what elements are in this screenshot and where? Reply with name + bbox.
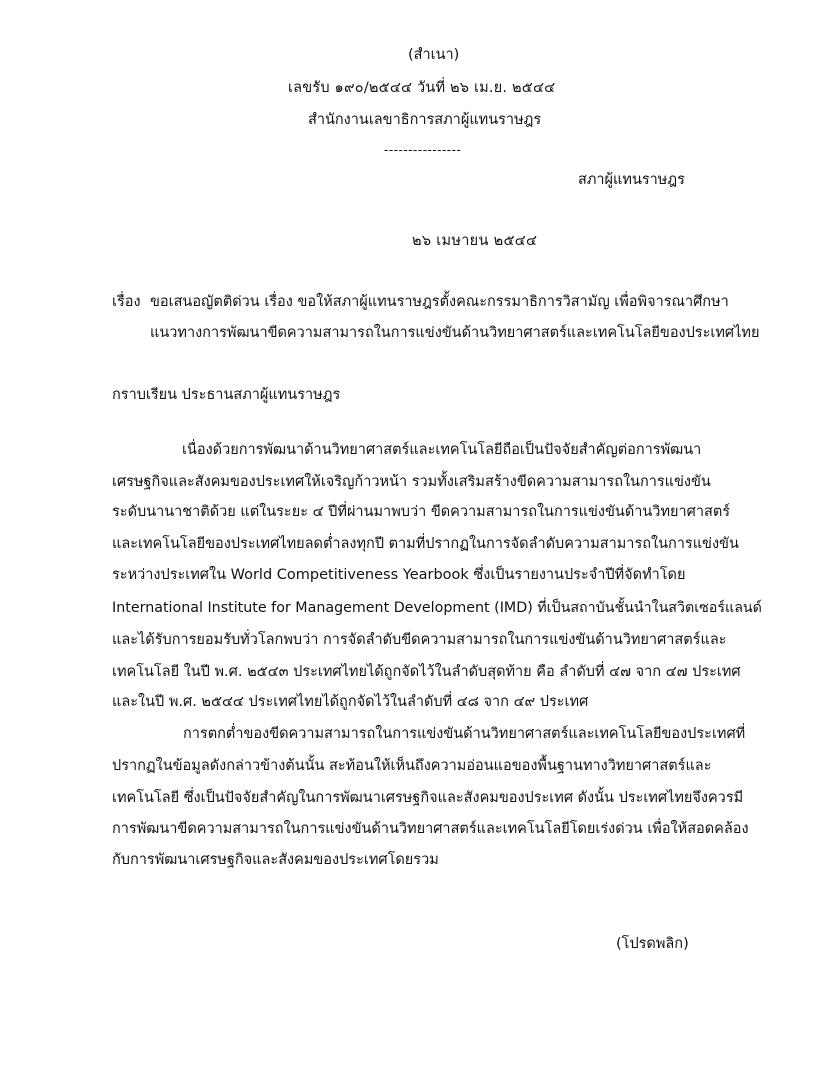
paragraph-1-line: และได้รับการยอมรับทั่วโลกพบว่า การจัดลำดับขีดความสามารถในการแข่งขันด้านวิทยาศาสตร์และ: [112, 632, 727, 648]
paragraph-1-line: ระดับนานาชาติด้วย แต่ในระยะ ๔ ปีที่ผ่านมาพบว่า ขีดความสามารถในการแข่งขันด้านวิทยาศาสตร์: [112, 504, 731, 520]
copy-mark: (สำเนา): [408, 47, 460, 63]
salutation: กราบเรียน ประธานสภาผู้แทนราษฎร: [112, 387, 341, 403]
subject-line-1: ขอเสนอญัตติด่วน เรื่อง ขอให้สภาผู้แทนราษฎรตั้งคณะกรรมาธิการวิสามัญ เพื่อพิจารณาศึกษา: [150, 294, 729, 310]
office-name: สำนักงานเลขาธิการสภาผู้แทนราษฎร: [308, 112, 542, 128]
paragraph-1-line: และในปี พ.ศ. ๒๕๔๔ ประเทศไทยได้ถูกจัดไว้ในลำดับที่ ๔๘ จาก ๔๙ ประเทศ: [112, 694, 589, 710]
subject-label: เรื่อง: [112, 294, 141, 310]
paragraph-2-line: กับการพัฒนาเศรษฐกิจและสังคมของประเทศโดยรวม: [112, 852, 439, 868]
paragraph-2-line: เทคโนโลยี ซึ่งเป็นปัจจัยสำคัญในการพัฒนาเศรษฐกิจและสังคมของประเทศ ดังนั้น ประเทศไทยจึงควรมี: [112, 790, 744, 806]
paragraph-2-line: การพัฒนาขีดความสามารถในการแข่งขันด้านวิทยาศาสตร์และเทคโนโลยีโดยเร่งด่วน เพื่อให้สอดคล้อง: [112, 821, 749, 837]
paragraph-2-line: การตกต่ำของขีดความสามารถในการแข่งขันด้านวิทยาศาสตร์และเทคโนโลยีของประเทศที่: [183, 726, 746, 742]
paragraph-1-line: เทคโนโลยี ในปี พ.ศ. ๒๕๔๓ ประเทศไทยได้ถูกจัดไว้ในลำดับสุดท้าย คือ ลำดับที่ ๔๗ จาก ๔๗ ประเทศ: [112, 664, 741, 680]
paragraph-1-line: ระหว่างประเทศใน World Competitiveness Yearbook ซึ่งเป็นรายงานประจำปีที่จัดทำโดย: [112, 567, 686, 583]
paragraph-2-line: ปรากฏในข้อมูลดังกล่าวข้างต้นนั้น สะท้อนให้เห็นถึงความอ่อนแอของพื้นฐานทางวิทยาศาสตร์และ: [112, 758, 712, 774]
paragraph-1-line: และเทคโนโลยีของประเทศไทยลดต่ำลงทุกปี ตามที่ปรากฏในการจัดลำดับความสามารถในการแข่งขัน: [112, 536, 739, 552]
subject-line-2: แนวทางการพัฒนาขีดความสามารถในการแข่งขันด้านวิทยาศาสตร์และเทคโนโลยีของประเทศไทย: [150, 325, 760, 341]
recipient-organization: สภาผู้แทนราษฎร: [578, 172, 685, 188]
document-date: ๒๖ เมษายน ๒๕๔๔: [412, 233, 538, 249]
paragraph-1-line: International Institute for Management Development (IMD) ที่เป็นสถาบันชั้นนำในสวิตเซอร์แลนด์: [112, 600, 762, 616]
receipt-number-line: เลขรับ ๑๙๐/๒๕๔๔ วันที่ ๒๖ เม.ย. ๒๕๔๔: [288, 80, 556, 96]
turn-over-note: (โปรดพลิก): [616, 936, 689, 952]
paragraph-1-line: เนื่องด้วยการพัฒนาด้านวิทยาศาสตร์และเทคโนโลยีถือเป็นปัจจัยสำคัญต่อการพัฒนา: [182, 442, 702, 458]
paragraph-1-line: เศรษฐกิจและสังคมของประเทศให้เจริญก้าวหน้า รวมทั้งเสริมสร้างขีดความสามารถในการแข่งขัน: [112, 474, 711, 490]
header-divider: ----------------: [384, 143, 462, 157]
